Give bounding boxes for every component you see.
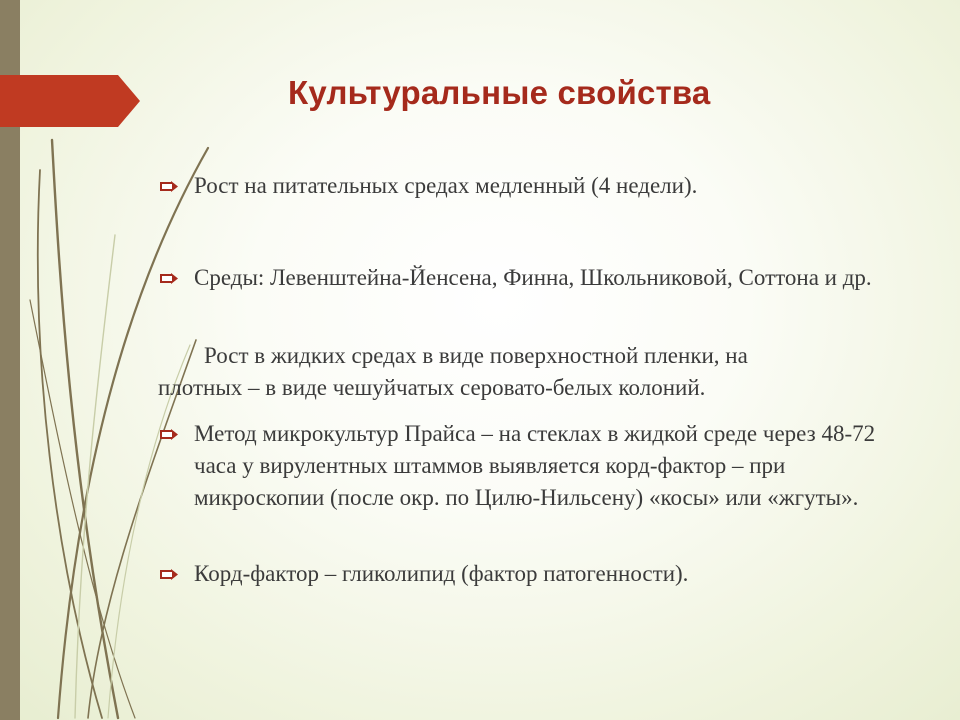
slide-title: Культуральные свойства [288, 74, 711, 111]
title-accent-tab [0, 75, 140, 127]
bullet-text: Метод микрокультур Прайса – на стеклах в жидкой среде через 48-72 часа у вирулентных штаммов выявляется корд-фактор – при микроскопии (после окр. по Цилю-Нильсену) «косы» или «жгуты». [194, 421, 876, 510]
bullet-text: Среды: Левенштейна-Йенсена, Финна, Школьниковой, Соттона и др. [194, 265, 872, 290]
bullet-text: Корд-фактор – гликолипид (фактор патогенности). [194, 561, 689, 586]
arrow-right-icon [160, 181, 178, 192]
arrow-right-icon [160, 273, 178, 284]
plain-paragraph [158, 340, 878, 404]
paragraph-line: плотных – в виде чешуйчатых серовато-белых колоний. [158, 375, 706, 400]
paragraph-line: Рост в жидких средах в виде поверхностной пленки, на [204, 343, 748, 368]
bullet-item [160, 418, 880, 514]
arrow-right-icon [160, 429, 178, 440]
bullet-item [160, 558, 880, 590]
bullet-item [160, 170, 880, 202]
bullet-item [160, 262, 880, 294]
bullet-text: Рост на питательных средах медленный (4 недели). [194, 173, 698, 198]
arrow-right-icon [160, 569, 178, 580]
